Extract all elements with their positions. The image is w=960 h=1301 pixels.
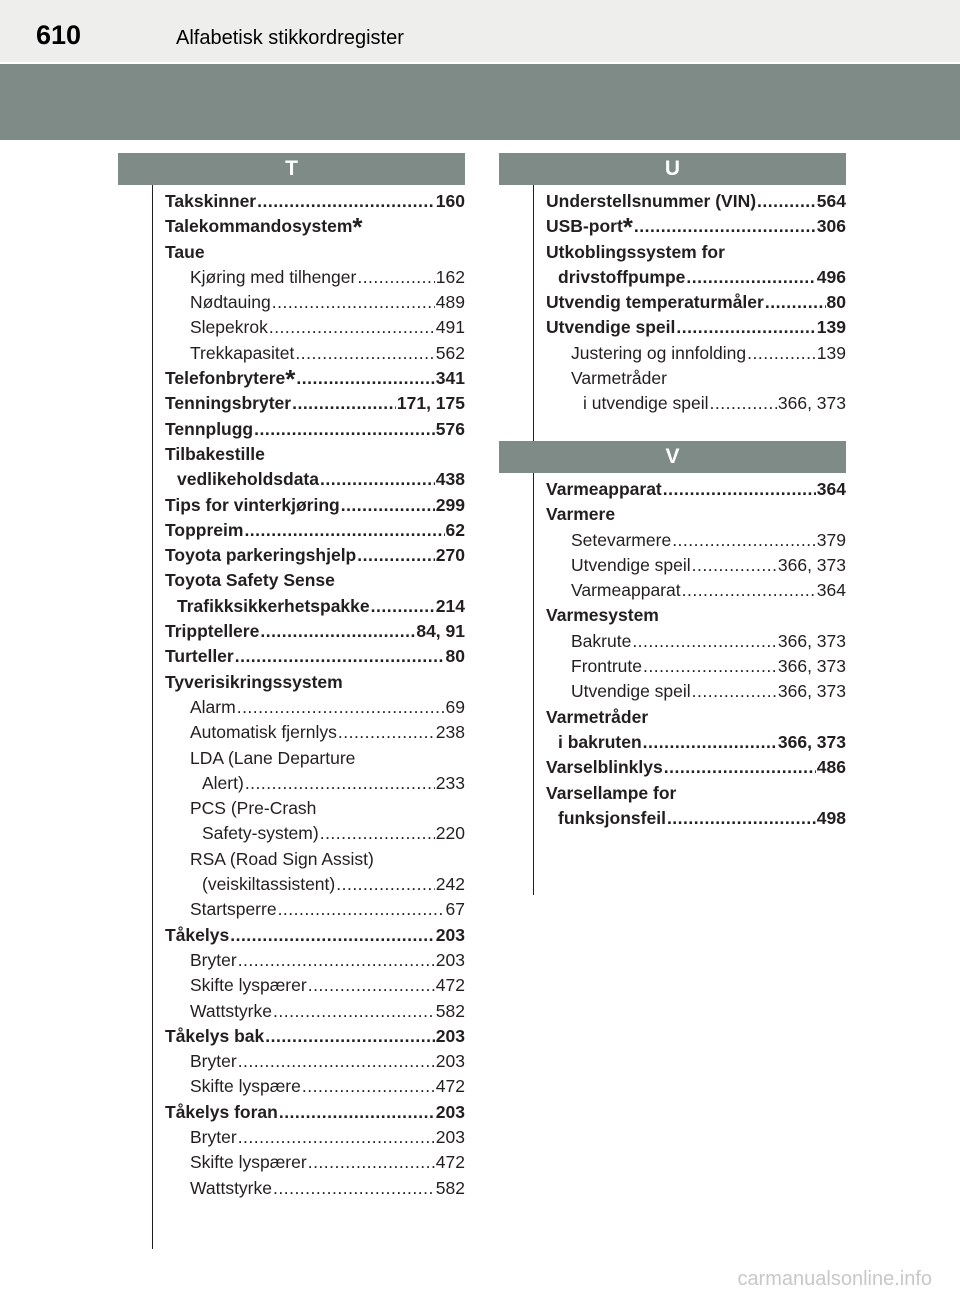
page-reference: 62 [445,519,465,540]
page-reference: 67 [445,899,465,920]
index-term: Tenningsbryter [165,393,292,414]
index-entry [153,341,465,366]
index-entry [153,189,465,214]
dot-leader [238,1049,435,1074]
index-term: Skifte lyspærer [190,1152,307,1173]
index-entry [153,897,465,922]
index-term: Turteller [165,646,234,667]
page-reference: 364 [816,479,846,499]
page-reference: 366, 373 [777,731,846,752]
dot-leader [710,391,777,416]
page-reference: 214 [435,595,465,616]
index-entry [153,948,465,973]
page-number: 610 [36,20,82,50]
page-title: Alfabetisk stikkordregister [176,27,404,49]
index-term: Justering og innfolding [571,342,747,363]
index-term: Wattstyrke [190,1177,272,1198]
index-term: funksjonsfeil [558,807,666,828]
index-term: Utvendige speil [546,317,676,338]
index-entry [534,391,846,416]
dot-leader [357,543,435,568]
page-reference: 366, 373 [777,681,846,702]
index-entry [534,366,846,391]
dot-leader [238,948,435,973]
dot-leader [260,619,415,644]
index-term: Kjøring med tilhenger [190,266,357,287]
index-term: Utkoblingssystem for [546,241,725,262]
page-reference: 203 [435,924,465,945]
index-entries-t [152,185,465,1249]
dot-leader [747,341,816,366]
dot-leader [245,771,435,796]
dot-leader [357,265,434,290]
index-entry [534,528,846,553]
index-term: i utvendige speil [583,393,709,414]
index-term: Toyota parkeringshjelp [165,545,357,566]
index-entry [153,720,465,745]
index-entry [153,240,465,265]
dot-leader [244,518,444,543]
section-heading-v: V [499,441,846,473]
index-term: Bryter [190,949,237,970]
index-term: i bakruten [558,731,642,752]
index-entry [534,502,846,527]
index-term: Varmetråder [571,368,667,389]
page-reference: 139 [816,317,846,338]
page-reference: 491 [435,317,465,338]
page-reference: 364 [816,580,846,601]
index-term: PCS (Pre-Crash [190,798,317,819]
dot-leader [273,1176,435,1201]
index-entry [534,603,846,628]
page-reference: 306 [816,216,846,237]
dot-leader [341,493,435,518]
index-term: Alert) [202,772,244,793]
page-reference: 498 [816,807,846,828]
index-term: Understellsnummer (VIN) [546,191,757,211]
dot-leader [634,214,816,239]
index-entry [153,417,465,442]
dot-leader [257,189,435,214]
index-term: Varmeapparat [546,479,662,499]
index-term: Skifte lyspærer [190,975,307,996]
page-reference: 203 [435,1025,465,1046]
index-entry [153,973,465,998]
page-reference: 438 [435,469,465,490]
dot-leader [237,695,445,720]
dot-leader [336,872,435,897]
index-entry [153,594,465,619]
dot-leader [230,923,435,948]
dot-leader [320,821,435,846]
index-term: Automatisk fjernlys [190,722,337,743]
index-entries-u [533,185,846,441]
index-entry [534,654,846,679]
index-term: Slepekrok [190,317,268,338]
page-reference: 366, 373 [777,554,846,575]
index-term: Nødtauing [190,292,271,313]
index-entry [534,553,846,578]
page-reference: 564 [816,191,846,211]
index-term: Tennplugg [165,418,254,439]
index-term: Tåkelys bak [165,1025,265,1046]
index-entry [153,796,465,821]
index-term: Trafikksikkerhetspakke [177,595,370,616]
page-reference: 489 [435,292,465,313]
index-term: Takskinner [165,191,257,211]
index-entry [153,391,465,416]
index-entry [153,821,465,846]
page-reference: 299 [435,494,465,515]
index-term: Tåkelys foran [165,1101,278,1122]
index-term: Tips for vinterkjøring [165,494,340,515]
page-reference: 242 [435,874,465,895]
page-reference: 203 [435,1051,465,1072]
index-entry [153,315,465,340]
dot-leader [757,189,816,214]
dot-leader [308,1150,435,1175]
index-term: Taue [165,241,205,262]
dot-leader [338,720,435,745]
page-reference: 472 [435,975,465,996]
index-term: Utvendige speil [571,681,691,702]
index-entry [153,847,465,872]
dot-leader [254,417,435,442]
page-reference: 366, 373 [777,656,846,677]
page-reference: 162 [435,266,465,287]
dot-leader [272,290,435,315]
index-entry [153,265,465,290]
index-term: Varmeapparat [571,580,681,601]
index-term: Tåkelys [165,924,230,945]
index-entry [534,578,846,603]
section-t [118,153,465,1249]
header-band [0,64,960,140]
index-entry [153,1176,465,1201]
index-term: Bryter [190,1126,237,1147]
index-term: drivstoffpumpe [558,266,686,287]
index-entry [153,644,465,669]
index-term: RSA (Road Sign Assist) [190,848,374,869]
dot-leader [279,1100,435,1125]
index-entry [534,629,846,654]
index-entry [153,1150,465,1175]
dot-leader [682,578,816,603]
index-entry [153,568,465,593]
index-entry [153,543,465,568]
page-reference: 496 [816,266,846,287]
dot-leader [296,366,434,391]
page-reference: 233 [435,772,465,793]
index-entry [153,467,465,492]
dot-leader [278,897,445,922]
dot-leader [320,467,435,492]
index-entry [534,315,846,340]
dot-leader [632,629,777,654]
page-reference: 472 [435,1076,465,1097]
dot-leader [295,341,434,366]
index-entry [153,771,465,796]
page-reference: 238 [435,722,465,743]
page-reference: 366, 373 [777,393,846,414]
section-u [499,153,846,441]
index-term: Varmetråder [546,706,649,727]
dot-leader [238,1125,435,1150]
dot-leader [292,391,396,416]
index-term: Varmesystem [546,605,659,626]
index-entry [153,999,465,1024]
index-entry [153,746,465,771]
section-heading-t: T [118,153,465,185]
index-entry: Telefonbrytere * ..... 341 [153,366,465,391]
dot-leader [664,755,816,780]
index-term: Startsperre [190,899,277,920]
page-reference: 171, 175 [396,393,465,414]
index-term: vedlikeholdsdata [177,469,319,490]
dot-leader [663,477,816,502]
page-reference: 80 [826,292,846,313]
index-term: Varmere [546,504,616,525]
page-reference: 486 [816,757,846,778]
index-entry [534,240,846,265]
index-term: Telefonbrytere [165,368,286,389]
index-entry: USB-port * ..... 306 [534,214,846,239]
page-reference: 270 [435,545,465,566]
page-reference: 582 [435,1177,465,1198]
index-term: Tyverisikringssystem [165,671,343,692]
index-entry [534,730,846,755]
index-entry [153,290,465,315]
index-term: Varselblinklys [546,757,663,778]
page-reference: 562 [435,342,465,363]
index-term: Utvendig temperaturmåler [546,292,764,313]
index-entry [153,923,465,948]
index-entry [153,1074,465,1099]
index-entry [534,781,846,806]
index-term: Talekommandosystem [165,216,353,237]
index-entries-v [533,473,846,895]
index-entry [534,341,846,366]
dot-leader [308,973,435,998]
index-term: Toyota Safety Sense [165,570,335,591]
index-entry [534,755,846,780]
dot-leader [302,1074,435,1099]
dot-leader [643,730,777,755]
index-entry [153,872,465,897]
dot-leader [692,679,777,704]
index-entry [153,1024,465,1049]
page-reference: 69 [445,696,465,717]
dot-leader [235,644,445,669]
index-entry [153,493,465,518]
index-term: Tilbakestille [165,443,265,464]
index-term: Toppreim [165,519,244,540]
index-entry [153,670,465,695]
index-entry [153,442,465,467]
dot-leader [692,553,777,578]
index-entry: Talekommandosystem * [165,212,363,243]
index-entry [153,1100,465,1125]
left-column [118,153,465,1249]
index-term: Wattstyrke [190,1000,272,1021]
index-term: (veiskiltassistent) [202,874,336,895]
dot-leader [672,528,816,553]
page-reference: 203 [435,1101,465,1122]
index-entry [153,518,465,543]
page-header [0,0,960,62]
watermark: carmanualsonline.info [737,1268,932,1290]
index-term: Setevarmere [571,529,672,550]
index-term: Bakrute [571,630,632,651]
page-reference: 80 [445,646,465,667]
page-reference: 472 [435,1152,465,1173]
page-reference: 379 [816,529,846,550]
index-term: Alarm [190,696,236,717]
page-reference: 576 [435,418,465,439]
dot-leader [269,315,435,340]
page-reference: 582 [435,1000,465,1021]
dot-leader [371,594,435,619]
index-term: Utvendige speil [571,554,691,575]
index-entry [153,1049,465,1074]
page-reference: 366, 373 [777,630,846,651]
dot-leader [667,806,816,831]
page-reference: 84, 91 [416,621,465,642]
section-v [499,441,846,895]
page-reference: 220 [435,823,465,844]
index-entry [534,477,846,502]
page-reference: 341 [435,368,465,389]
section-heading-u: U [499,153,846,185]
page-reference: 203 [435,949,465,970]
index-entry [153,695,465,720]
index-term: Skifte lyspære [190,1076,301,1097]
index-entry [534,265,846,290]
index-term: Frontrute [571,656,642,677]
dot-leader [765,290,826,315]
index-entry [153,619,465,644]
page-reference: 203 [435,1126,465,1147]
index-entry [153,1125,465,1150]
index-entry [534,806,846,831]
index-entry [534,189,846,214]
dot-leader [265,1024,435,1049]
index-term: Trekkapasitet [190,342,295,363]
dot-leader [686,265,815,290]
page-reference: 160 [435,191,465,211]
index-term: LDA (Lane Departure [190,747,356,768]
page-reference: 139 [816,342,846,363]
dot-leader [676,315,815,340]
index-entry [534,705,846,730]
dot-leader [643,654,777,679]
index-term: Safety-system) [202,823,319,844]
index-term: Bryter [190,1051,237,1072]
index-entry [534,679,846,704]
index-entry [534,290,846,315]
dot-leader [273,999,435,1024]
index-term: USB-port [546,216,623,237]
right-column [499,153,846,895]
index-term: Varsellampe for [546,782,677,803]
index-term: Tripptellere [165,621,260,642]
